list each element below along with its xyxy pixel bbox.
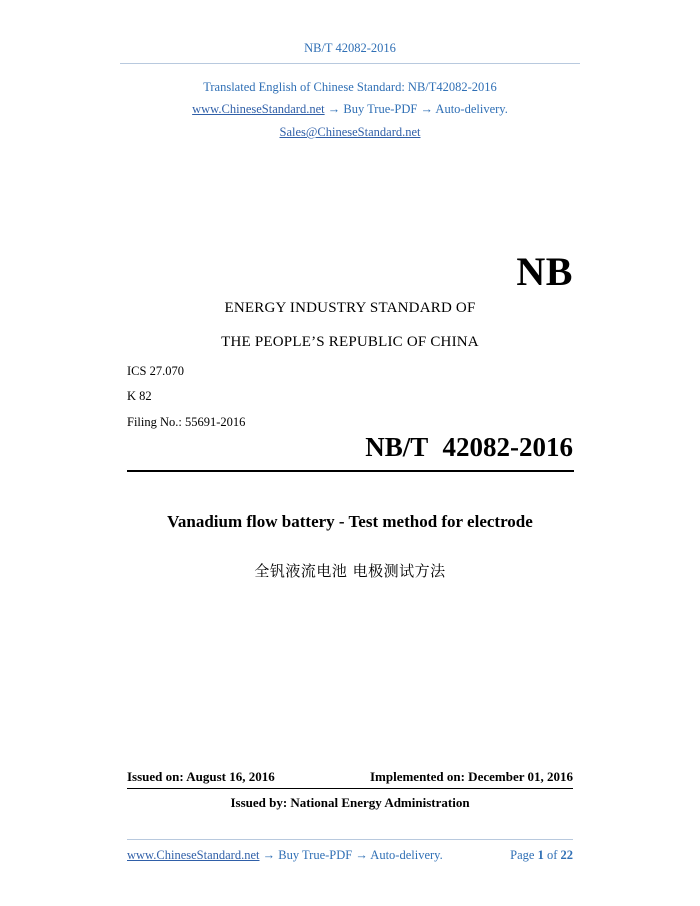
page-total: 22: [560, 848, 573, 862]
sales-email-link[interactable]: Sales@ChineseStandard.net: [279, 125, 421, 139]
issuance-divider: [127, 788, 573, 789]
footer-promo-text: → Buy True-PDF → Auto-delivery.: [259, 848, 443, 862]
website-link[interactable]: www.ChineseStandard.net: [192, 102, 325, 116]
document-title-english: Vanadium flow battery - Test method for electrode: [167, 512, 533, 531]
ics-code: ICS 27.070: [127, 364, 184, 378]
page-indicator: [510, 848, 573, 863]
implemented-on-date: Implemented on: December 01, 2016: [369, 769, 573, 784]
document-title-chinese: 全钒液流电池 电极测试方法: [254, 562, 446, 580]
issued-on-date: Issued on: August 16, 2016: [127, 769, 275, 784]
ccs-code: K 82: [127, 389, 152, 403]
nb-logo: NB: [516, 249, 573, 294]
page-prefix: Page: [510, 848, 538, 862]
filing-number: Filing No.: 55691-2016: [127, 415, 246, 429]
standard-number: NB/T 42082-2016: [365, 432, 573, 462]
promo-text: → Buy True-PDF → Auto-delivery.: [324, 102, 508, 116]
sales-line: [0, 125, 700, 140]
organization-line-2: THE PEOPLE’S REPUBLIC OF CHINA: [221, 334, 479, 350]
footer-promo: [127, 848, 443, 863]
promo-line: [0, 102, 700, 117]
page-of: of: [543, 848, 561, 862]
footer-divider: [127, 839, 573, 840]
footer-website-link[interactable]: www.ChineseStandard.net: [127, 848, 260, 862]
header-standard-code: NB/T 42082-2016: [304, 41, 396, 55]
issuing-authority: Issued by: National Energy Administration: [230, 795, 470, 810]
organization-line-1: ENERGY INDUSTRY STANDARD OF: [224, 300, 476, 316]
header-divider: [120, 63, 580, 64]
page-current: 1: [537, 848, 544, 862]
translation-note: Translated English of Chinese Standard: NB/T42082-2016: [203, 80, 497, 94]
title-divider: [127, 470, 574, 472]
